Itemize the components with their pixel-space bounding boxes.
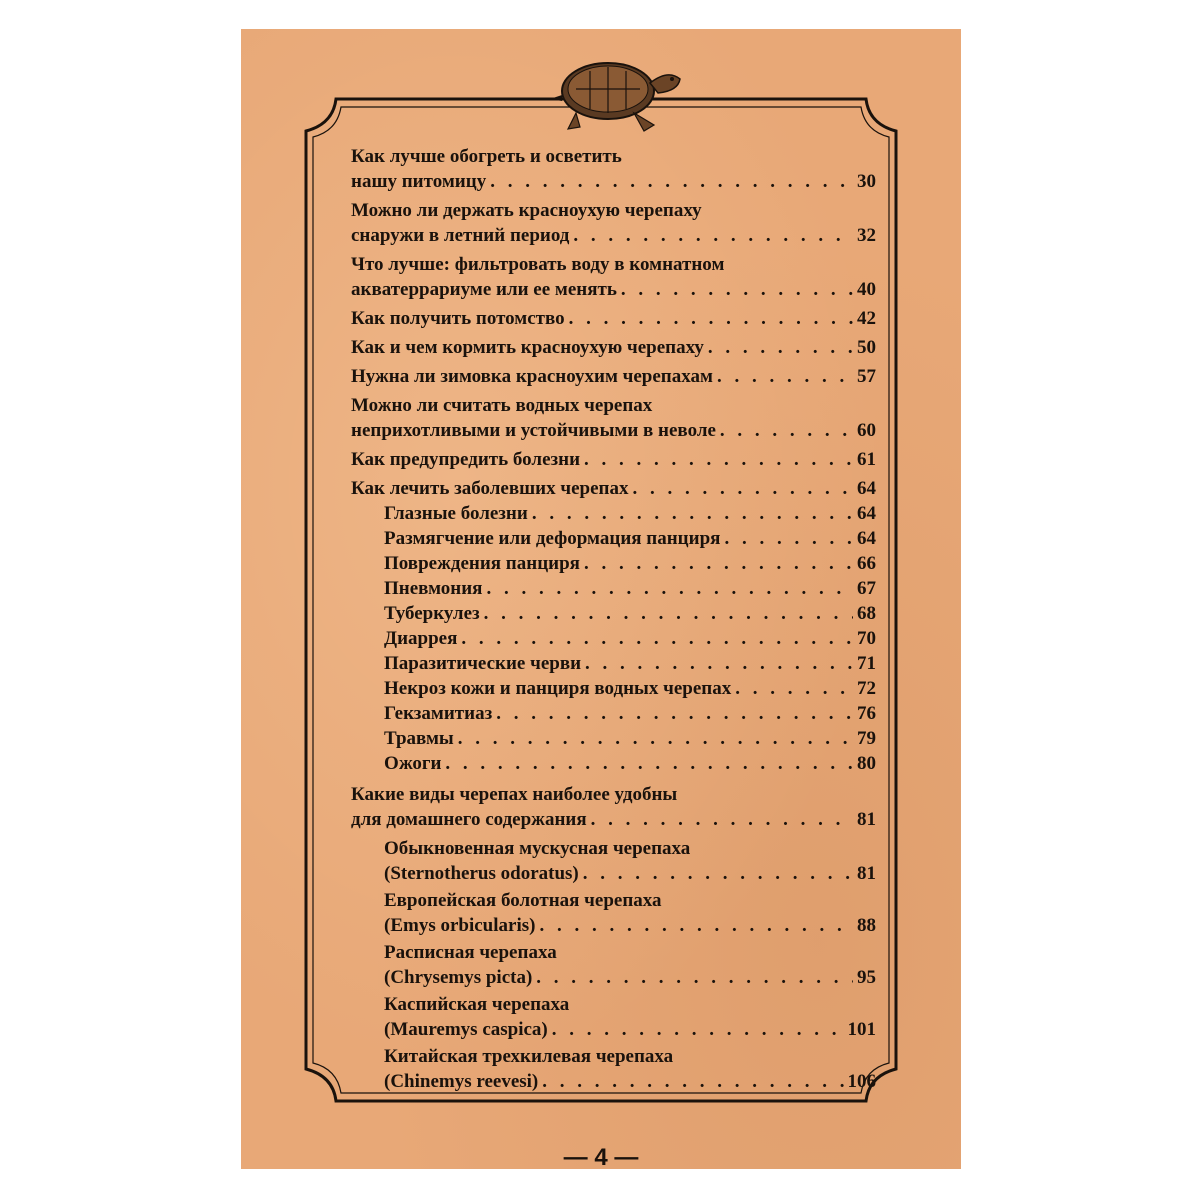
toc-entry (351, 476, 876, 501)
toc-entry (351, 726, 876, 751)
toc-entry-last-line (351, 306, 876, 331)
dot-leader (585, 651, 853, 676)
toc-entry (351, 551, 876, 576)
toc-entry-line (351, 393, 876, 418)
toc-entry (351, 501, 876, 526)
dot-leader (536, 965, 853, 990)
toc-entry-last-line (384, 551, 876, 576)
toc-page-number: 40 (857, 279, 876, 300)
dot-leader (584, 447, 853, 472)
toc-entry (351, 576, 876, 601)
toc-page-number: 60 (857, 420, 876, 441)
toc-entry-title: Как предупредить болезни (351, 449, 581, 470)
dot-leader (632, 476, 853, 501)
toc-entry (351, 364, 876, 389)
dot-leader (735, 676, 853, 701)
toc-entry-line (384, 836, 876, 861)
toc-entry-title: (Chinemys reevesi) (384, 1071, 539, 1092)
toc-entry-last-line (351, 335, 876, 360)
toc-entry (351, 306, 876, 331)
turtle-illustration-icon (546, 39, 686, 139)
toc-entry-title: Обыкновенная мускусная черепаха (384, 838, 691, 859)
toc-entry (351, 198, 876, 248)
toc-page-number: 80 (857, 753, 876, 774)
toc-entry (351, 701, 876, 726)
dot-leader (542, 1069, 843, 1094)
toc-entry-last-line (351, 807, 876, 832)
toc-entry (351, 601, 876, 626)
toc-entry (351, 626, 876, 651)
toc-entry-last-line (384, 913, 876, 938)
toc-entry (351, 1044, 876, 1094)
toc-page-number: 81 (857, 863, 876, 884)
dot-leader (484, 601, 853, 626)
toc-entry-title: Расписная черепаха (384, 942, 557, 963)
dot-leader (584, 551, 853, 576)
toc-entry-title: (Mauremys caspica) (384, 1019, 548, 1040)
book-page (241, 29, 961, 1169)
page-number: — 4 — (563, 1144, 639, 1171)
toc-entry-title: Как и чем кормить красноухую черепаху (351, 337, 704, 358)
dot-leader (621, 277, 853, 302)
toc-entry-last-line (384, 751, 876, 776)
toc-entry-line (351, 198, 876, 223)
toc-page-number: 61 (857, 449, 876, 470)
toc-entry-title: акватеррариуме или ее менять (351, 279, 617, 300)
toc-entry-title: Какие виды черепах наиболее удобны (351, 784, 678, 805)
toc-entry-last-line (384, 1069, 876, 1094)
dot-leader (573, 223, 853, 248)
toc-page-number: 70 (857, 628, 876, 649)
toc-entry-title: Можно ли держать красноухую черепаху (351, 200, 702, 221)
toc-page-number: 88 (857, 915, 876, 936)
dot-leader (569, 306, 853, 331)
toc-entry-title: Диаррея (384, 628, 458, 649)
toc-page-number: 95 (857, 967, 876, 988)
toc-entry-title: нашу питомицу (351, 171, 487, 192)
toc-entry-line (384, 1044, 876, 1069)
dot-leader (720, 418, 853, 443)
toc-entry (351, 335, 876, 360)
toc-entry (351, 252, 876, 302)
toc-entry-title: (Emys orbicularis) (384, 915, 536, 936)
toc-entry (351, 888, 876, 938)
toc-page-number: 64 (857, 503, 876, 524)
toc-entry-title: Европейская болотная черепаха (384, 890, 662, 911)
dot-leader (496, 701, 853, 726)
dot-leader (552, 1017, 844, 1042)
toc-entry-title: для домашнего содержания (351, 809, 587, 830)
toc-page-number: 79 (857, 728, 876, 749)
toc-entry-last-line (351, 447, 876, 472)
toc-page-number: 68 (857, 603, 876, 624)
toc-entry-last-line (351, 476, 876, 501)
dot-leader (591, 807, 853, 832)
dot-leader (717, 364, 853, 389)
toc-entry-title: Некроз кожи и панциря водных черепах (384, 678, 732, 699)
toc-page-number: 71 (857, 653, 876, 674)
toc-entry-last-line (384, 726, 876, 751)
toc-entry-title: Пневмония (384, 578, 483, 599)
toc-entry-title: (Chrysemys picta) (384, 967, 533, 988)
toc-entry-title: Гекзамитиаз (384, 703, 493, 724)
toc-entry-last-line (384, 651, 876, 676)
table-of-contents (351, 144, 876, 1096)
toc-entry-last-line (384, 965, 876, 990)
toc-entry-last-line (384, 701, 876, 726)
toc-entry-last-line (384, 601, 876, 626)
toc-entry-title: снаружи в летний период (351, 225, 570, 246)
toc-entry (351, 144, 876, 194)
dot-leader (461, 626, 853, 651)
toc-entry-title: Можно ли считать водных черепах (351, 395, 653, 416)
toc-entry (351, 836, 876, 886)
toc-entry-title: Нужна ли зимовка красноухим черепахам (351, 366, 713, 387)
toc-page-number: 64 (857, 478, 876, 499)
toc-page-number: 64 (857, 528, 876, 549)
toc-page-number: 106 (847, 1071, 876, 1092)
toc-entry (351, 992, 876, 1042)
toc-entry-title: Каспийская черепаха (384, 994, 570, 1015)
toc-entry-line (351, 144, 876, 169)
toc-entry-last-line (384, 676, 876, 701)
dot-leader (486, 576, 853, 601)
toc-entry-title: Травмы (384, 728, 454, 749)
toc-page-number: 101 (847, 1019, 876, 1040)
toc-entry-last-line (384, 626, 876, 651)
toc-entry-last-line (351, 223, 876, 248)
toc-entry-last-line (384, 861, 876, 886)
toc-entry-last-line (384, 576, 876, 601)
toc-page-number: 50 (857, 337, 876, 358)
toc-entry-last-line (351, 418, 876, 443)
toc-entry-title: Глазные болезни (384, 503, 528, 524)
toc-entry-line (384, 888, 876, 913)
toc-entry (351, 447, 876, 472)
dot-leader (532, 501, 853, 526)
dot-leader (539, 913, 853, 938)
toc-entry-title: Что лучше: фильтровать воду в комнатном (351, 254, 725, 275)
toc-entry-line (351, 782, 876, 807)
toc-page-number: 67 (857, 578, 876, 599)
toc-entry-line (351, 252, 876, 277)
toc-page-number: 66 (857, 553, 876, 574)
toc-entry-title: Как получить потомство (351, 308, 565, 329)
toc-entry-last-line (351, 277, 876, 302)
toc-entry (351, 526, 876, 551)
toc-entry-last-line (351, 169, 876, 194)
dot-leader (445, 751, 853, 776)
toc-entry (351, 651, 876, 676)
toc-page-number: 76 (857, 703, 876, 724)
toc-page-number: 32 (857, 225, 876, 246)
dot-leader (724, 526, 853, 551)
toc-entry (351, 751, 876, 776)
toc-entry-title: Паразитические черви (384, 653, 582, 674)
toc-entry-title: Туберкулез (384, 603, 480, 624)
toc-page-number: 42 (857, 308, 876, 329)
toc-entry (351, 940, 876, 990)
toc-page-number: 72 (857, 678, 876, 699)
toc-entry (351, 676, 876, 701)
toc-entry (351, 393, 876, 443)
dot-leader (583, 861, 853, 886)
toc-entry-title: Китайская трехкилевая черепаха (384, 1046, 674, 1067)
toc-entry-title: Повреждения панциря (384, 553, 580, 574)
toc-entry-title: неприхотливыми и устойчивыми в неволе (351, 420, 716, 441)
toc-page-number: 30 (857, 171, 876, 192)
dot-leader (708, 335, 853, 360)
toc-entry-line (384, 940, 876, 965)
toc-entry-last-line (384, 501, 876, 526)
toc-page-number: 81 (857, 809, 876, 830)
toc-entry-last-line (384, 526, 876, 551)
dot-leader (490, 169, 853, 194)
toc-entry-title: Ожоги (384, 753, 442, 774)
toc-entry-line (384, 992, 876, 1017)
toc-entry-last-line (351, 364, 876, 389)
toc-page-number: 57 (857, 366, 876, 387)
toc-entry-title: Размягчение или деформация панциря (384, 528, 721, 549)
toc-entry (351, 782, 876, 832)
toc-entry-title: Как лечить заболевших черепах (351, 478, 629, 499)
toc-entry-title: (Sternotherus odoratus) (384, 863, 579, 884)
toc-entry-last-line (384, 1017, 876, 1042)
dot-leader (458, 726, 853, 751)
toc-entry-title: Как лучше обогреть и осветить (351, 146, 622, 167)
